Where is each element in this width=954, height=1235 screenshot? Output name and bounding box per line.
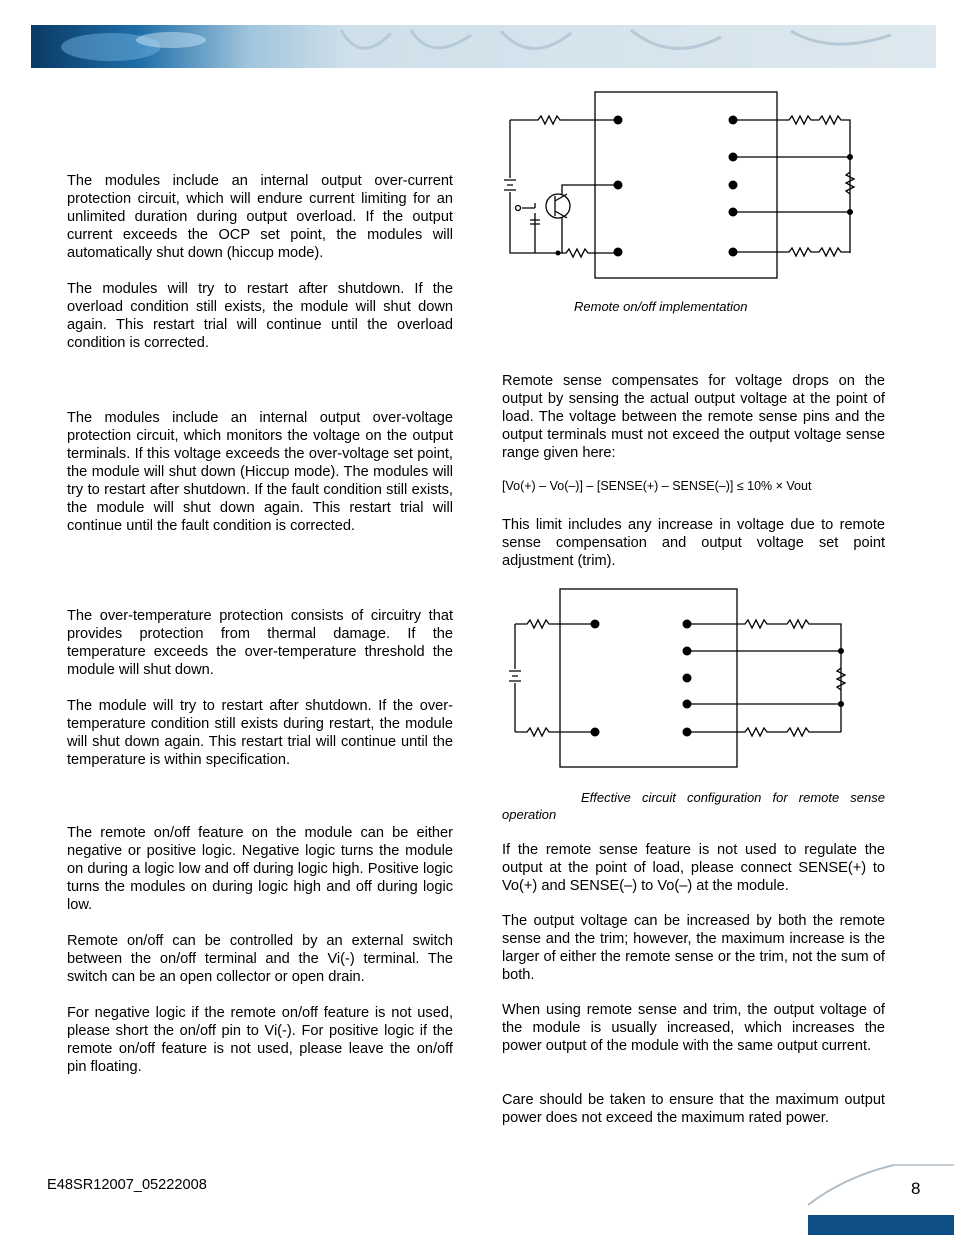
onoff-paragraph-3: For negative logic if the remote on/off feature is not used, please short the on/off pin to Vi(-). For positive logic if the remote on/off feature is not used, please leave the on/off pin floating. xyxy=(67,1005,453,1075)
otp-paragraph-2: The module will try to restart after shutdown. If the over-temperature condition still exists during restart, the module will shut down again. This restart trial will continue until the temperature is within specification. xyxy=(67,698,453,768)
figure-1-caption: Remote on/off implementation xyxy=(574,299,748,314)
footer-page-graphic xyxy=(804,1157,954,1235)
sense-paragraph-4: The output voltage can be increased by both the remote sense and the trim; however, the maximum increase is the larger of either the remote sense or the trim, not the sum of both. xyxy=(502,913,885,983)
remote-onoff-circuit-diagram xyxy=(500,88,860,288)
onoff-paragraph-1: The remote on/off feature on the module can be either negative or positive logic. Negative logic turns the module on during a logic low and off during logic high. Positive logic turns the modules on during logic high and off during logic low. xyxy=(67,825,453,913)
sense-paragraph-6: Care should be taken to ensure that the maximum output power does not exceed the maximum rated power. xyxy=(502,1092,885,1126)
header-banner xyxy=(31,25,936,68)
figure-2-caption: Effective circuit configuration for remote sense operation xyxy=(502,790,885,822)
sense-formula: [Vo(+) – Vo(–)] – [SENSE(+) – SENSE(–)] ≤ 10% × Vout xyxy=(502,479,812,493)
onoff-paragraph-2: Remote on/off can be controlled by an external switch between the on/off terminal and the Vi(-) terminal. The switch can be an open collector or open drain. xyxy=(67,933,453,985)
document-code: E48SR12007_05222008 xyxy=(47,1177,207,1193)
sense-paragraph-5: When using remote sense and trim, the output voltage of the module is usually increased, which increases the power output of the module with the same output current. xyxy=(502,1002,885,1054)
sense-paragraph-2: This limit includes any increase in voltage due to remote sense compensation and output voltage set point adjustment (trim). xyxy=(502,517,885,569)
sense-paragraph-3: If the remote sense feature is not used to regulate the output at the point of load, please connect SENSE(+) to Vo(+) and SENSE(–) to Vo(–) at the module. xyxy=(502,842,885,894)
ocp-paragraph-1: The modules include an internal output over-current protection circuit, which will endure current limiting for an unlimited duration during output overload. If the output current exceeds the OCP set point, the modules will automatically shut down (hiccup mode). xyxy=(67,173,453,261)
otp-paragraph-1: The over-temperature protection consists of circuitry that provides protection from thermal damage. If the temperature exceeds the over-temperature threshold the module will shut down. xyxy=(67,608,453,678)
ocp-paragraph-2: The modules will try to restart after shutdown. If the overload condition still exists, the module will shut down again. This restart trial will continue until the overload condition is corrected. xyxy=(67,281,453,351)
page-number: 8 xyxy=(911,1179,921,1198)
sense-paragraph-1: Remote sense compensates for voltage drops on the output by sensing the actual output voltage at the point of load. The voltage between the remote sense pins and the output terminals must not exceed the output voltage sense range given here: xyxy=(502,373,885,461)
remote-sense-circuit-diagram xyxy=(505,586,855,771)
ovp-paragraph: The modules include an internal output over-voltage protection circuit, which monitors the voltage on the output terminals. If this voltage exceeds the over-voltage set point, the module will shut down (Hiccup mode). The modules will try to restart after shutdown. If the fault condition still exists, the module will shut down again. This restart trial will continue until the fault condition is corrected. xyxy=(67,410,453,534)
